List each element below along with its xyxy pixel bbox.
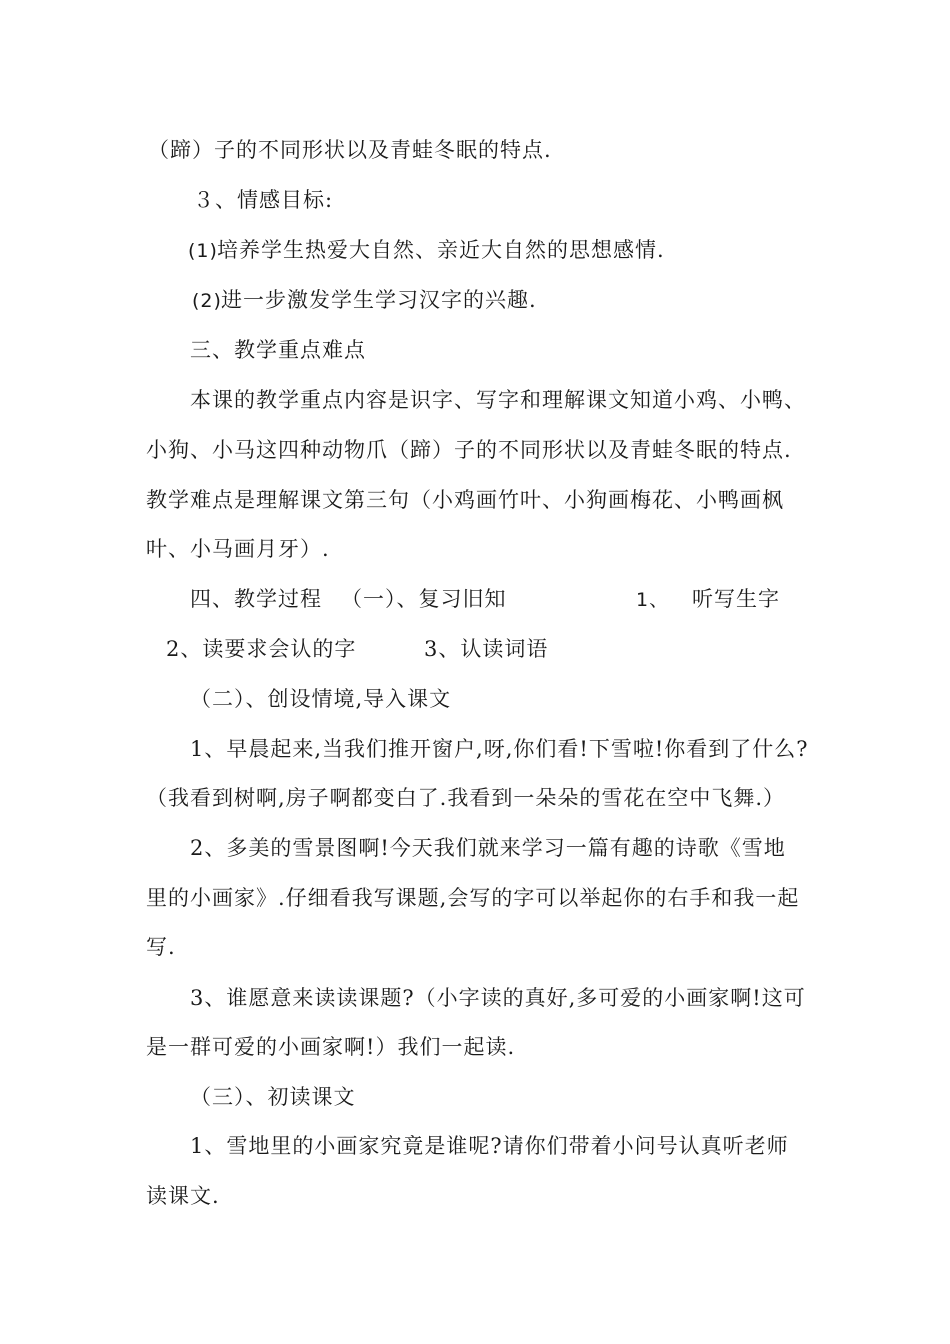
text-line: 小狗、小马这四种动物爪（蹄）子的不同形状以及青蛙冬眠的特点.	[146, 438, 792, 462]
text-line: 本课的教学重点内容是识字、写字和理解课文知道小鸡、小鸭、	[190, 388, 806, 412]
text-line: 听写生字	[692, 587, 780, 611]
text-line: （我看到树啊,房子啊都变白了.我看到一朵朵的雪花在空中飞舞.）	[146, 786, 786, 810]
text-line: 读课文.	[146, 1184, 220, 1208]
text-line: （蹄）子的不同形状以及青蛙冬眠的特点.	[148, 138, 552, 162]
text-line: 写.	[146, 935, 176, 959]
subsection-heading-first-reading: （三）、初读课文	[190, 1085, 356, 1109]
list-marker: (1)	[188, 240, 218, 262]
list-marker: (2)	[192, 290, 222, 312]
section-heading-emotional-goals: ３、情感目标:	[193, 188, 334, 212]
text-line: 是一群可爱的小画家啊!）我们一起读.	[146, 1035, 516, 1059]
subsection-heading-intro: （二）、创设情境,导入课文	[190, 687, 452, 711]
text-line: 3、谁愿意来读读课题?（小字读的真好,多可爱的小画家啊!这可	[190, 986, 806, 1010]
text-line: 1、早晨起来,当我们推开窗户,呀,你们看!下雪啦!你看到了什么?	[190, 737, 809, 761]
text-line: 教学难点是理解课文第三句（小鸡画竹叶、小狗画梅花、小鸭画枫	[146, 488, 784, 512]
text-line: 2、多美的雪景图啊!今天我们就来学习一篇有趣的诗歌《雪地	[190, 836, 786, 860]
text-line: 3、认读词语	[424, 637, 549, 661]
section-heading-key-points: 三、教学重点难点	[190, 338, 366, 362]
text-line: 2、读要求会认的字	[166, 637, 357, 661]
text-line: 叶、小马画月牙）.	[146, 537, 330, 561]
subsection-heading-review: （一）、复习旧知	[341, 587, 507, 611]
text-line: 进一步激发学生学习汉字的兴趣.	[221, 288, 537, 312]
section-heading-teaching-process: 四、教学过程	[190, 587, 322, 611]
text-line: 培养学生热爱大自然、亲近大自然的思想感情.	[217, 238, 665, 262]
list-marker: 1、	[636, 589, 670, 611]
text-line: 1、雪地里的小画家究竟是谁呢?请你们带着小问号认真听老师	[190, 1134, 789, 1158]
text-line: 里的小画家》.仔细看我写课题,会写的字可以举起你的右手和我一起	[146, 886, 800, 910]
